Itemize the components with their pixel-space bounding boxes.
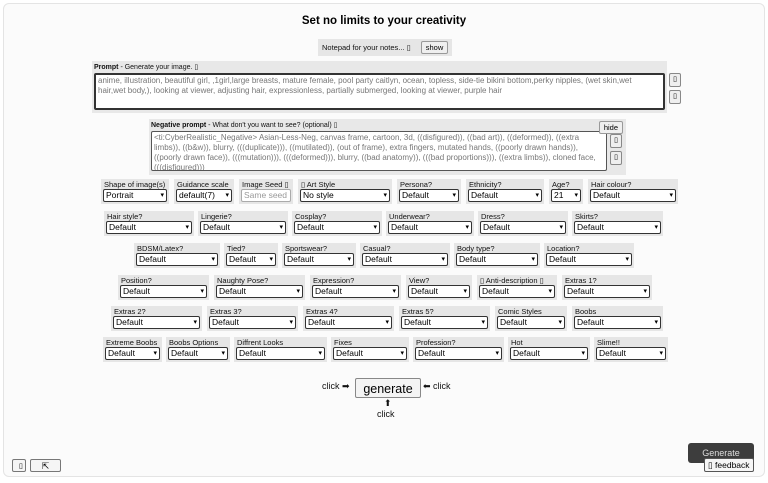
extras-3-select[interactable]: Default ▾ bbox=[209, 316, 296, 329]
chevron-down-icon: ▾ bbox=[463, 288, 467, 295]
option-bdsm: BDSM/Latex? Default ▾ bbox=[134, 243, 220, 268]
option-boobs: Boobs Default ▾ bbox=[572, 306, 663, 331]
slime-select[interactable]: Default ▾ bbox=[596, 347, 666, 360]
generate-area bbox=[322, 377, 456, 427]
option-art-style: ▯ Art Style No style ▾ bbox=[298, 179, 392, 204]
options-row-3 bbox=[134, 243, 634, 268]
feedback-button[interactable]: ▯ feedback bbox=[704, 458, 754, 472]
negative-prompt-label: Negative prompt - What don't you want to see? (optional) ▯ bbox=[151, 122, 338, 129]
chevron-down-icon: ▾ bbox=[383, 192, 387, 199]
chevron-down-icon: ▾ bbox=[269, 256, 273, 263]
generate-button[interactable]: generate bbox=[355, 378, 421, 398]
bdsm-select[interactable]: Default ▾ bbox=[136, 253, 218, 266]
chevron-down-icon: ▾ bbox=[535, 192, 539, 199]
casual-select[interactable]: Default ▾ bbox=[362, 253, 448, 266]
chevron-down-icon: ▾ bbox=[347, 256, 351, 263]
dress-select[interactable]: Default ▾ bbox=[480, 221, 566, 234]
boobs-options-select[interactable]: Default ▾ bbox=[168, 347, 228, 360]
option-age: Age? 21 ▾ bbox=[549, 179, 583, 204]
option-extreme-boobs: Extreme Boobs Default ▾ bbox=[103, 337, 162, 362]
chevron-down-icon: ▾ bbox=[654, 224, 658, 231]
chevron-down-icon: ▾ bbox=[185, 224, 189, 231]
chevron-down-icon: ▾ bbox=[153, 350, 157, 357]
shape-select[interactable]: Portrait ▾ bbox=[103, 189, 167, 202]
negative-side-button-1[interactable]: ▯ bbox=[610, 134, 622, 148]
negative-side-button-2[interactable]: ▯ bbox=[610, 151, 622, 165]
naughty-pose-select[interactable]: Default ▾ bbox=[216, 285, 303, 298]
option-sportswear: Sportswear? Default ▾ bbox=[282, 243, 356, 268]
notepad-label: Notepad for your notes... ▯ bbox=[322, 43, 411, 52]
extras-1-select[interactable]: Default ▾ bbox=[564, 285, 650, 298]
option-guidance: Guidance scale default(7) ▾ bbox=[174, 179, 234, 204]
options-row-5 bbox=[111, 306, 663, 331]
extras-4-select[interactable]: Default ▾ bbox=[305, 316, 392, 329]
page-title: Set no limits to your creativity bbox=[301, 15, 467, 27]
hot-select[interactable]: Default ▾ bbox=[510, 347, 588, 360]
prompt-side-button-2[interactable]: ▯ bbox=[669, 90, 681, 104]
extras-5-select[interactable]: Default ▾ bbox=[401, 316, 488, 329]
option-body-type: Body type? Default ▾ bbox=[454, 243, 540, 268]
comic-styles-select[interactable]: Default ▾ bbox=[497, 316, 565, 329]
body-type-select[interactable]: Default ▾ bbox=[456, 253, 538, 266]
age-select[interactable]: 21 ▾ bbox=[551, 189, 581, 202]
chevron-down-icon: ▾ bbox=[669, 192, 673, 199]
options-row-1 bbox=[101, 179, 678, 204]
option-hot: Hot Default ▾ bbox=[508, 337, 590, 362]
chevron-down-icon: ▾ bbox=[289, 319, 293, 326]
notepad-show-button[interactable]: show bbox=[421, 41, 449, 54]
chevron-down-icon: ▾ bbox=[659, 350, 663, 357]
option-boobs-options: Boobs Options Default ▾ bbox=[166, 337, 230, 362]
negative-prompt-section bbox=[149, 119, 626, 175]
options-row-6 bbox=[103, 337, 668, 362]
options-row-2 bbox=[104, 211, 663, 236]
chevron-down-icon: ▾ bbox=[559, 224, 563, 231]
underwear-select[interactable]: Default ▾ bbox=[388, 221, 472, 234]
ethnicity-select[interactable]: Default ▾ bbox=[468, 189, 542, 202]
chevron-down-icon: ▾ bbox=[452, 192, 456, 199]
chevron-down-icon: ▾ bbox=[400, 350, 404, 357]
view-select[interactable]: Default ▾ bbox=[408, 285, 470, 298]
option-diffrent-looks: Diffrent Looks Default ▾ bbox=[234, 337, 327, 362]
negative-hide-button[interactable]: hide bbox=[599, 121, 623, 134]
option-extras-2: Extras 2? Default ▾ bbox=[111, 306, 202, 331]
prompt-textarea[interactable] bbox=[94, 73, 665, 110]
diffrent-looks-select[interactable]: Default ▾ bbox=[236, 347, 325, 360]
option-seed: Image Seed ▯ Same seed bbox=[239, 179, 293, 204]
chevron-down-icon: ▾ bbox=[654, 319, 658, 326]
option-anti-description: ▯ Anti-description ▯ Default ▾ bbox=[477, 275, 557, 300]
lingerie-select[interactable]: Default ▾ bbox=[200, 221, 286, 234]
chevron-down-icon: ▾ bbox=[160, 192, 164, 199]
option-slime: Slime!! Default ▾ bbox=[594, 337, 668, 362]
art-style-select[interactable]: No style ▾ bbox=[300, 189, 390, 202]
chevron-down-icon: ▾ bbox=[643, 288, 647, 295]
option-hair-colour: Hair colour? Default ▾ bbox=[588, 179, 678, 204]
option-cosplay: Cosplay? Default ▾ bbox=[292, 211, 382, 236]
option-underwear: Underwear? Default ▾ bbox=[386, 211, 474, 236]
chevron-down-icon: ▾ bbox=[211, 256, 215, 263]
chevron-down-icon: ▾ bbox=[296, 288, 300, 295]
option-hair-style: Hair style? Default ▾ bbox=[104, 211, 194, 236]
chevron-down-icon: ▾ bbox=[581, 350, 585, 357]
option-casual: Casual? Default ▾ bbox=[360, 243, 450, 268]
fixes-select[interactable]: Default ▾ bbox=[333, 347, 407, 360]
option-position: Position? Default ▾ bbox=[118, 275, 209, 300]
chevron-down-icon: ▾ bbox=[385, 319, 389, 326]
option-extras-3: Extras 3? Default ▾ bbox=[207, 306, 298, 331]
chevron-down-icon: ▾ bbox=[495, 350, 499, 357]
option-extras-4: Extras 4? Default ▾ bbox=[303, 306, 394, 331]
generate-floating-button[interactable]: Generate bbox=[688, 443, 754, 463]
option-shape: Shape of image(s) Portrait ▾ bbox=[101, 179, 169, 204]
bottom-left-button[interactable]: ▯ bbox=[12, 459, 26, 472]
option-extras-1: Extras 1? Default ▾ bbox=[562, 275, 652, 300]
hair-style-select[interactable]: Default ▾ bbox=[106, 221, 192, 234]
chevron-down-icon: ▾ bbox=[221, 350, 225, 357]
options-row-4 bbox=[118, 275, 652, 300]
persona-select[interactable]: Default ▾ bbox=[399, 189, 459, 202]
option-persona: Persona? Default ▾ bbox=[397, 179, 461, 204]
position-select[interactable]: Default ▾ bbox=[120, 285, 207, 298]
chevron-down-icon: ▾ bbox=[625, 256, 629, 263]
chevron-down-icon: ▾ bbox=[574, 192, 578, 199]
option-skirts: Skirts? Default ▾ bbox=[572, 211, 663, 236]
chevron-down-icon: ▾ bbox=[465, 224, 469, 231]
app-frame bbox=[3, 3, 765, 477]
profession-select[interactable]: Default ▾ bbox=[415, 347, 502, 360]
prompt-section bbox=[92, 61, 667, 113]
arrow-up-icon: ⬆ bbox=[384, 398, 392, 408]
chevron-down-icon: ▾ bbox=[481, 319, 485, 326]
click-hint-below: click bbox=[377, 409, 395, 419]
chevron-down-icon: ▾ bbox=[318, 350, 322, 357]
prompt-label: Prompt - Generate your image. ▯ bbox=[94, 64, 199, 71]
click-hint-right: ⬅ click bbox=[423, 381, 451, 391]
extras-2-select[interactable]: Default ▾ bbox=[113, 316, 200, 329]
notepad-bar bbox=[318, 39, 452, 56]
chevron-down-icon: ▾ bbox=[373, 224, 377, 231]
extreme-boobs-select[interactable]: Default ▾ bbox=[105, 347, 160, 360]
guidance-select[interactable]: default(7) ▾ bbox=[176, 189, 232, 202]
chevron-down-icon: ▾ bbox=[200, 288, 204, 295]
expand-icon[interactable]: ⇱ bbox=[30, 459, 61, 472]
boobs-select[interactable]: Default ▾ bbox=[574, 316, 661, 329]
cosplay-select[interactable]: Default ▾ bbox=[294, 221, 380, 234]
chevron-down-icon: ▾ bbox=[558, 319, 562, 326]
chevron-down-icon: ▾ bbox=[279, 224, 283, 231]
option-dress: Dress? Default ▾ bbox=[478, 211, 568, 236]
option-fixes: Fixes Default ▾ bbox=[331, 337, 409, 362]
chevron-down-icon: ▾ bbox=[193, 319, 197, 326]
location-select[interactable]: Default ▾ bbox=[546, 253, 632, 266]
anti-description-select[interactable]: Default ▾ bbox=[479, 285, 555, 298]
chevron-down-icon: ▾ bbox=[441, 256, 445, 263]
option-lingerie: Lingerie? Default ▾ bbox=[198, 211, 288, 236]
prompt-side-button-1[interactable]: ▯ bbox=[669, 73, 681, 87]
option-comic-styles: Comic Styles Default ▾ bbox=[495, 306, 567, 331]
chevron-down-icon: ▾ bbox=[531, 256, 535, 263]
option-profession: Profession? Default ▾ bbox=[413, 337, 504, 362]
expression-select[interactable]: Default ▾ bbox=[312, 285, 399, 298]
option-ethnicity: Ethnicity? Default ▾ bbox=[466, 179, 544, 204]
negative-prompt-textarea[interactable] bbox=[151, 131, 607, 171]
option-view: View? Default ▾ bbox=[406, 275, 472, 300]
chevron-down-icon: ▾ bbox=[392, 288, 396, 295]
skirts-select[interactable]: Default ▾ bbox=[574, 221, 661, 234]
seed-input[interactable]: Same seed bbox=[241, 189, 291, 202]
option-location: Location? Default ▾ bbox=[544, 243, 634, 268]
hair-colour-select[interactable]: Default ▾ bbox=[590, 189, 676, 202]
option-naughty-pose: Naughty Pose? Default ▾ bbox=[214, 275, 305, 300]
option-expression: Expression? Default ▾ bbox=[310, 275, 401, 300]
chevron-down-icon: ▾ bbox=[225, 192, 229, 199]
option-extras-5: Extras 5? Default ▾ bbox=[399, 306, 490, 331]
chevron-down-icon: ▾ bbox=[548, 288, 552, 295]
sportswear-select[interactable]: Default ▾ bbox=[284, 253, 354, 266]
click-hint-left: click ➡ bbox=[322, 381, 350, 391]
option-tied: Tied? Default ▾ bbox=[224, 243, 278, 268]
tied-select[interactable]: Default ▾ bbox=[226, 253, 276, 266]
